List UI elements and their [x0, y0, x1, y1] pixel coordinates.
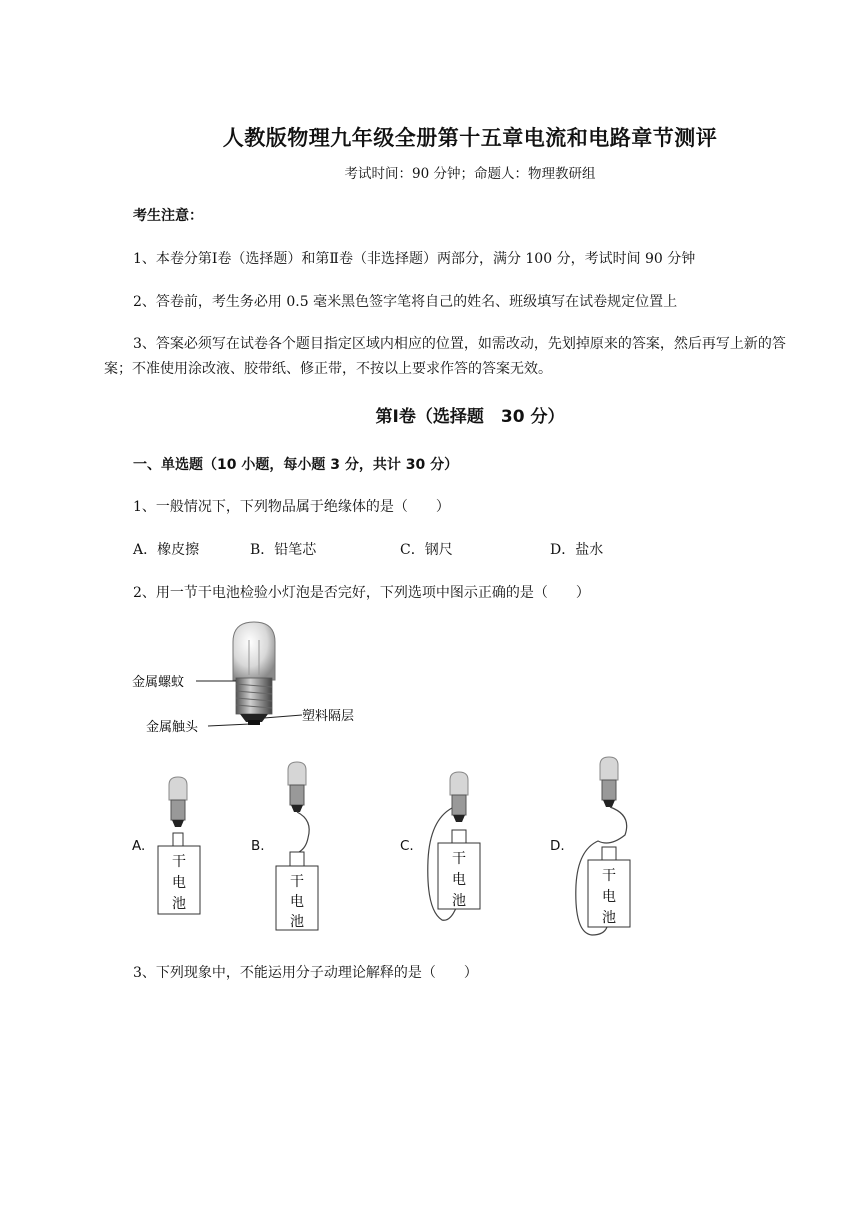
label-plastic-insulator: 塑料隔层: [302, 709, 355, 724]
svg-text:电: 电: [602, 889, 616, 905]
question-1-option-c: C．钢尺: [400, 542, 453, 558]
notice-item-2: 2、答卷前，考生务必用 0.5 毫米黑色签字笔将自己的姓名、班级填写在试卷规定位置上: [133, 294, 678, 310]
page-title: 人教版物理九年级全册第十五章电流和电路章节测评: [222, 126, 718, 150]
bulb-icon: [233, 622, 275, 725]
svg-text:池: 池: [290, 914, 304, 930]
battery-icon: [588, 860, 630, 927]
option-c-figure: [420, 770, 490, 925]
svg-text:电: 电: [172, 875, 186, 891]
question-1-stem: 1、一般情况下，下列物品属于绝缘体的是（ ）: [133, 499, 450, 515]
battery-icon: [158, 846, 200, 914]
label-metal-tip: 金属触头: [146, 720, 199, 735]
svg-text:电: 电: [290, 894, 304, 910]
option-d-figure: [570, 755, 645, 940]
question-2-option-c: C.: [400, 838, 414, 854]
bulb-icon: [600, 757, 618, 807]
svg-text:干: 干: [172, 854, 186, 870]
option-b-figure: [268, 760, 338, 935]
svg-text:电: 电: [452, 872, 466, 888]
question-2-stem: 2、用一节干电池检验小灯泡是否完好，下列选项中图示正确的是（ ）: [133, 585, 590, 601]
notice-item-3: 3、答案必须写在试卷各个题目指定区域内相应的位置，如需改动，先划掉原来的答案，然后再写上新的答案；不准使用涂改液、胶带纸、修正带，不按以上要求作答的答案无效。: [104, 336, 786, 377]
battery-icon: [438, 843, 480, 909]
bulb-icon: [450, 772, 468, 822]
bulb-icon: [288, 762, 306, 812]
question-1-option-a: A．橡皮擦: [133, 542, 200, 558]
svg-text:池: 池: [452, 893, 466, 909]
svg-text:池: 池: [172, 896, 186, 912]
notice-item-1: 1、本卷分第Ⅰ卷（选择题）和第Ⅱ卷（非选择题）两部分，满分 100 分，考试时间 90 分钟: [133, 251, 696, 267]
bulb-icon: [169, 777, 187, 827]
svg-text:池: 池: [602, 910, 616, 926]
section-title: 第Ⅰ卷（选择题 30 分）: [375, 407, 565, 427]
question-2-option-a: A.: [132, 838, 146, 854]
label-metal-screw: 金属螺蚊: [132, 675, 185, 690]
question-1-option-d: D．盐水: [550, 542, 604, 558]
exam-info: 考试时间：90 分钟；命题人：物理教研组: [344, 166, 596, 182]
notice-heading: 考生注意：: [133, 208, 203, 224]
question-2-option-b: B.: [251, 838, 265, 854]
svg-text:干: 干: [452, 851, 466, 867]
question-1-option-b: B．铅笔芯: [250, 542, 317, 558]
question-2-option-d: D.: [550, 838, 565, 854]
question-3-stem: 3、下列现象中，不能运用分子动理论解释的是（ ）: [133, 965, 478, 981]
battery-icon: [276, 866, 318, 930]
option-a-figure: [150, 775, 210, 920]
svg-text:干: 干: [602, 868, 616, 884]
svg-text:干: 干: [290, 874, 304, 890]
bulb-structure-figure: [130, 620, 380, 740]
question-group-heading: 一、单选题（10 小题，每小题 3 分，共计 30 分）: [133, 457, 459, 473]
